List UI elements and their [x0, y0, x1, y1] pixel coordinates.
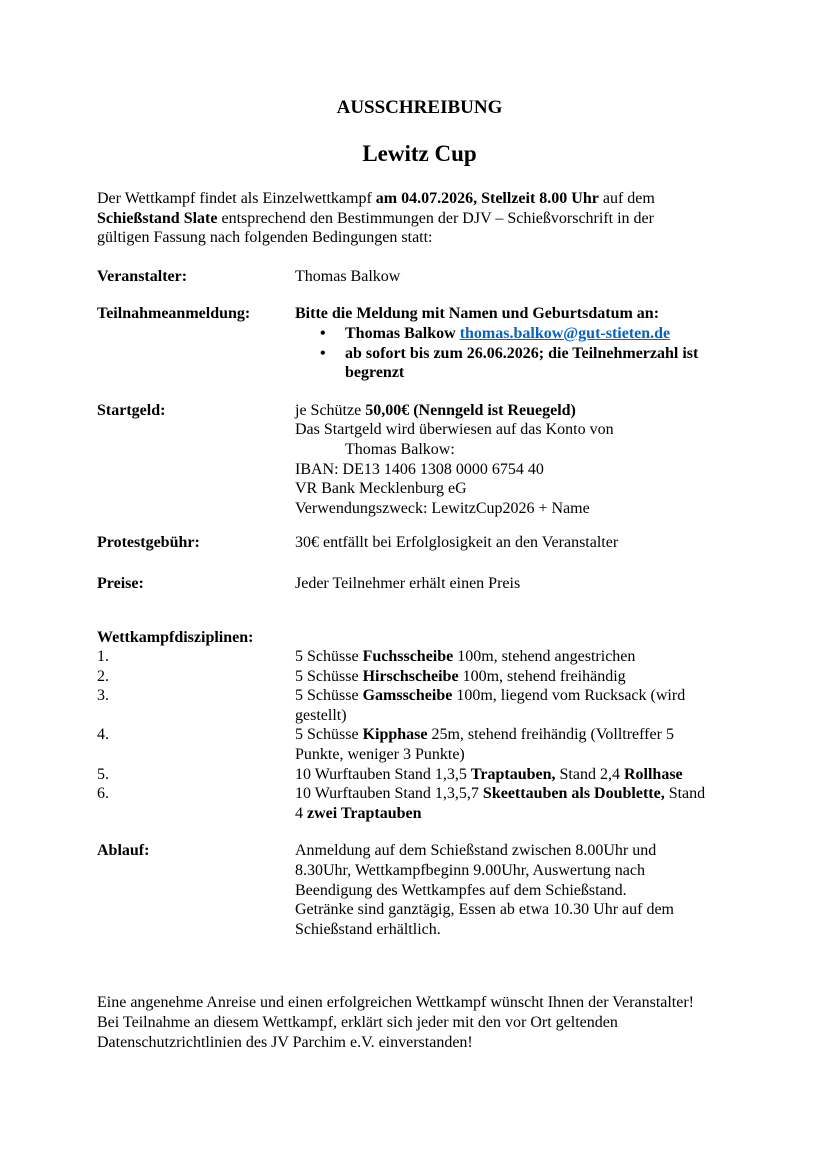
section-row	[97, 725, 742, 764]
text-line	[295, 267, 742, 287]
text-segment: je Schütze	[295, 401, 366, 419]
text-segment: IBAN: DE13 1406 1308 0000 6754 40	[295, 460, 544, 478]
text-segment: Bitte die Meldung mit Namen und Geburtsdatum an:	[295, 305, 660, 323]
text-segment: Das Startgeld wird überwiesen auf das Konto von	[295, 421, 614, 439]
text-segment: entsprechend den Bestimmungen der DJV – Schießvorschrift in der	[217, 209, 654, 227]
text-line	[295, 861, 742, 881]
section-label: Preise:	[97, 574, 144, 592]
text-segment: Schießstand Slate	[97, 209, 218, 227]
section-row	[97, 765, 742, 785]
section-label: 6.	[97, 785, 109, 803]
text-segment: Punkte, weniger 3 Punkte)	[295, 746, 465, 764]
section-content	[295, 401, 742, 519]
document-title: AUSSCHREIBUNG	[336, 97, 503, 118]
section-row	[97, 686, 742, 725]
sections	[97, 267, 742, 940]
text-segment: 4	[295, 804, 307, 822]
section-content	[295, 765, 742, 785]
text-line	[97, 1033, 742, 1053]
text-segment: Der Wettkampf findet als Einzelwettkampf	[97, 190, 376, 207]
text-segment: Stand	[664, 785, 706, 803]
text-line	[97, 993, 742, 1013]
text-segment: 10 Wurftauben Stand 1,3,5	[295, 765, 471, 783]
text-segment: Hirschscheibe	[362, 667, 459, 685]
section-content	[295, 267, 742, 287]
section-label: 1.	[97, 648, 109, 666]
section-row	[97, 667, 742, 687]
bullet-item	[295, 344, 742, 383]
text-segment: Traptauben,	[470, 765, 556, 783]
text-segment: 100m, liegend vom Rucksack (wird	[452, 687, 686, 705]
section-row	[97, 401, 742, 519]
text-line	[295, 401, 742, 421]
text-line	[97, 209, 742, 229]
text-segment: 8.30Uhr, Wettkampfbeginn 9.00Uhr, Auswertung nach	[295, 862, 645, 880]
section-label: 5.	[97, 765, 109, 783]
section-label: 3.	[97, 687, 109, 705]
text-segment: Stand 2,4	[555, 765, 624, 783]
text-line	[295, 460, 742, 480]
section-label: 4.	[97, 726, 109, 744]
text-line	[295, 479, 742, 499]
email-link[interactable]: thomas.balkow@gut-stieten.de	[459, 324, 671, 342]
text-segment: 10 Wurftauben Stand 1,3,5,7	[295, 785, 483, 803]
bullet-icon: •	[320, 344, 326, 362]
bullet-icon: •	[320, 324, 326, 342]
text-segment: gestellt)	[295, 706, 347, 724]
section-label: Wettkampfdisziplinen:	[97, 628, 254, 646]
text-segment: 25m, stehend freihändig (Volltreffer 5	[427, 726, 674, 744]
text-segment: am 04.07.2026, Stellzeit 8.00 Uhr	[375, 190, 599, 207]
text-segment: Rollhase	[623, 765, 683, 783]
text-segment: 100m, stehend angestrichen	[453, 648, 636, 666]
text-line	[295, 533, 742, 553]
section-label: 2.	[97, 667, 109, 685]
section-label: Ablauf:	[97, 842, 150, 860]
text-segment: 5 Schüsse	[295, 687, 363, 705]
bullet-item	[295, 324, 742, 344]
text-segment: auf dem	[598, 190, 655, 207]
text-line	[97, 1013, 742, 1033]
text-line	[295, 765, 742, 785]
text-segment: Datenschutzrichtlinien des JV Parchim e.V. einverstanden!	[97, 1033, 473, 1051]
text-line	[295, 667, 742, 687]
text-line	[97, 228, 742, 248]
section-content	[295, 647, 742, 667]
section-label: Protestgebühr:	[97, 534, 200, 552]
text-line	[295, 686, 742, 725]
text-segment: Schießstand erhältlich.	[295, 920, 441, 938]
text-segment: Verwendungszweck: LewitzCup2026 + Name	[295, 499, 590, 517]
text-segment: VR Bank Mecklenburg eG	[295, 480, 467, 498]
section-content	[295, 667, 742, 687]
section-row	[97, 647, 742, 667]
text-segment: gültigen Fassung nach folgenden Bedingungen statt:	[97, 229, 433, 247]
intro-paragraph	[97, 189, 742, 248]
section-content	[295, 725, 742, 764]
section-content	[295, 533, 742, 553]
text-segment: begrenzt	[345, 364, 405, 382]
text-segment: Getränke sind ganztägig, Essen ab etwa 10.30 Uhr auf dem	[295, 901, 674, 919]
text-line	[295, 499, 742, 519]
text-line	[295, 881, 742, 901]
text-segment: 50,00€ (Nenngeld ist Reuegeld)	[365, 401, 576, 419]
section-row	[97, 267, 742, 287]
text-segment: Eine angenehme Anreise und einen erfolgreichen Wettkampf wünscht Ihnen der Veranstalter!	[97, 994, 695, 1012]
section-content	[295, 784, 742, 823]
text-segment: Anmeldung auf dem Schießstand zwischen 8.00Uhr und	[295, 842, 657, 860]
text-line	[295, 440, 742, 460]
text-segment: Thomas Balkow	[295, 267, 401, 285]
text-segment: Jeder Teilnehmer erhält einen Preis	[295, 574, 521, 592]
text-segment: Bei Teilnahme an diesem Wettkampf, erklärt sich jeder mit den vor Ort geltenden	[97, 1014, 618, 1031]
text-line	[97, 189, 742, 209]
text-segment: 30€ entfällt bei Erfolglosigkeit an den Veranstalter	[295, 534, 619, 552]
bullet-text	[345, 344, 742, 383]
section-row	[97, 533, 742, 553]
text-line	[295, 841, 742, 861]
text-segment: 5 Schüsse	[295, 726, 363, 744]
text-segment: Thomas Balkow:	[345, 440, 455, 458]
text-segment: Beendigung des Wettkampfes auf dem Schießstand.	[295, 881, 627, 899]
section-row	[97, 628, 742, 648]
text-segment: zwei Traptauben	[307, 804, 422, 822]
text-segment: 5 Schüsse	[295, 648, 363, 666]
text-segment: 5 Schüsse	[295, 667, 363, 685]
section-label: Teilnahmeanmeldung:	[97, 305, 251, 323]
section-row	[97, 574, 742, 594]
section-label: Startgeld:	[97, 401, 166, 419]
text-line	[295, 574, 742, 594]
text-segment: ab sofort bis zum 26.06.2026; die Teilnehmerzahl ist	[345, 344, 699, 362]
text-segment: Fuchsscheibe	[362, 648, 454, 666]
text-line	[295, 900, 742, 920]
text-segment: Kipphase	[362, 726, 428, 744]
section-content	[295, 574, 742, 594]
section-content	[295, 686, 742, 725]
section-row	[97, 304, 742, 382]
text-segment: Thomas Balkow	[345, 324, 460, 342]
section-content	[295, 841, 742, 939]
text-segment: Skeettauben als Doublette,	[482, 785, 665, 803]
bullet-text	[345, 324, 742, 344]
text-line	[295, 647, 742, 667]
closing-paragraph	[97, 993, 742, 1052]
section-label: Veranstalter:	[97, 267, 188, 285]
text-line	[295, 725, 742, 764]
text-segment: 100m, stehend freihändig	[458, 667, 626, 685]
document-subtitle: Lewitz Cup	[362, 141, 477, 166]
text-line	[295, 420, 742, 440]
section-content	[295, 304, 742, 382]
section-row	[97, 784, 742, 823]
section-row	[97, 841, 742, 939]
text-line	[295, 784, 742, 823]
text-segment: Gamsscheibe	[362, 687, 453, 705]
text-line	[295, 920, 742, 940]
text-line	[295, 304, 742, 324]
